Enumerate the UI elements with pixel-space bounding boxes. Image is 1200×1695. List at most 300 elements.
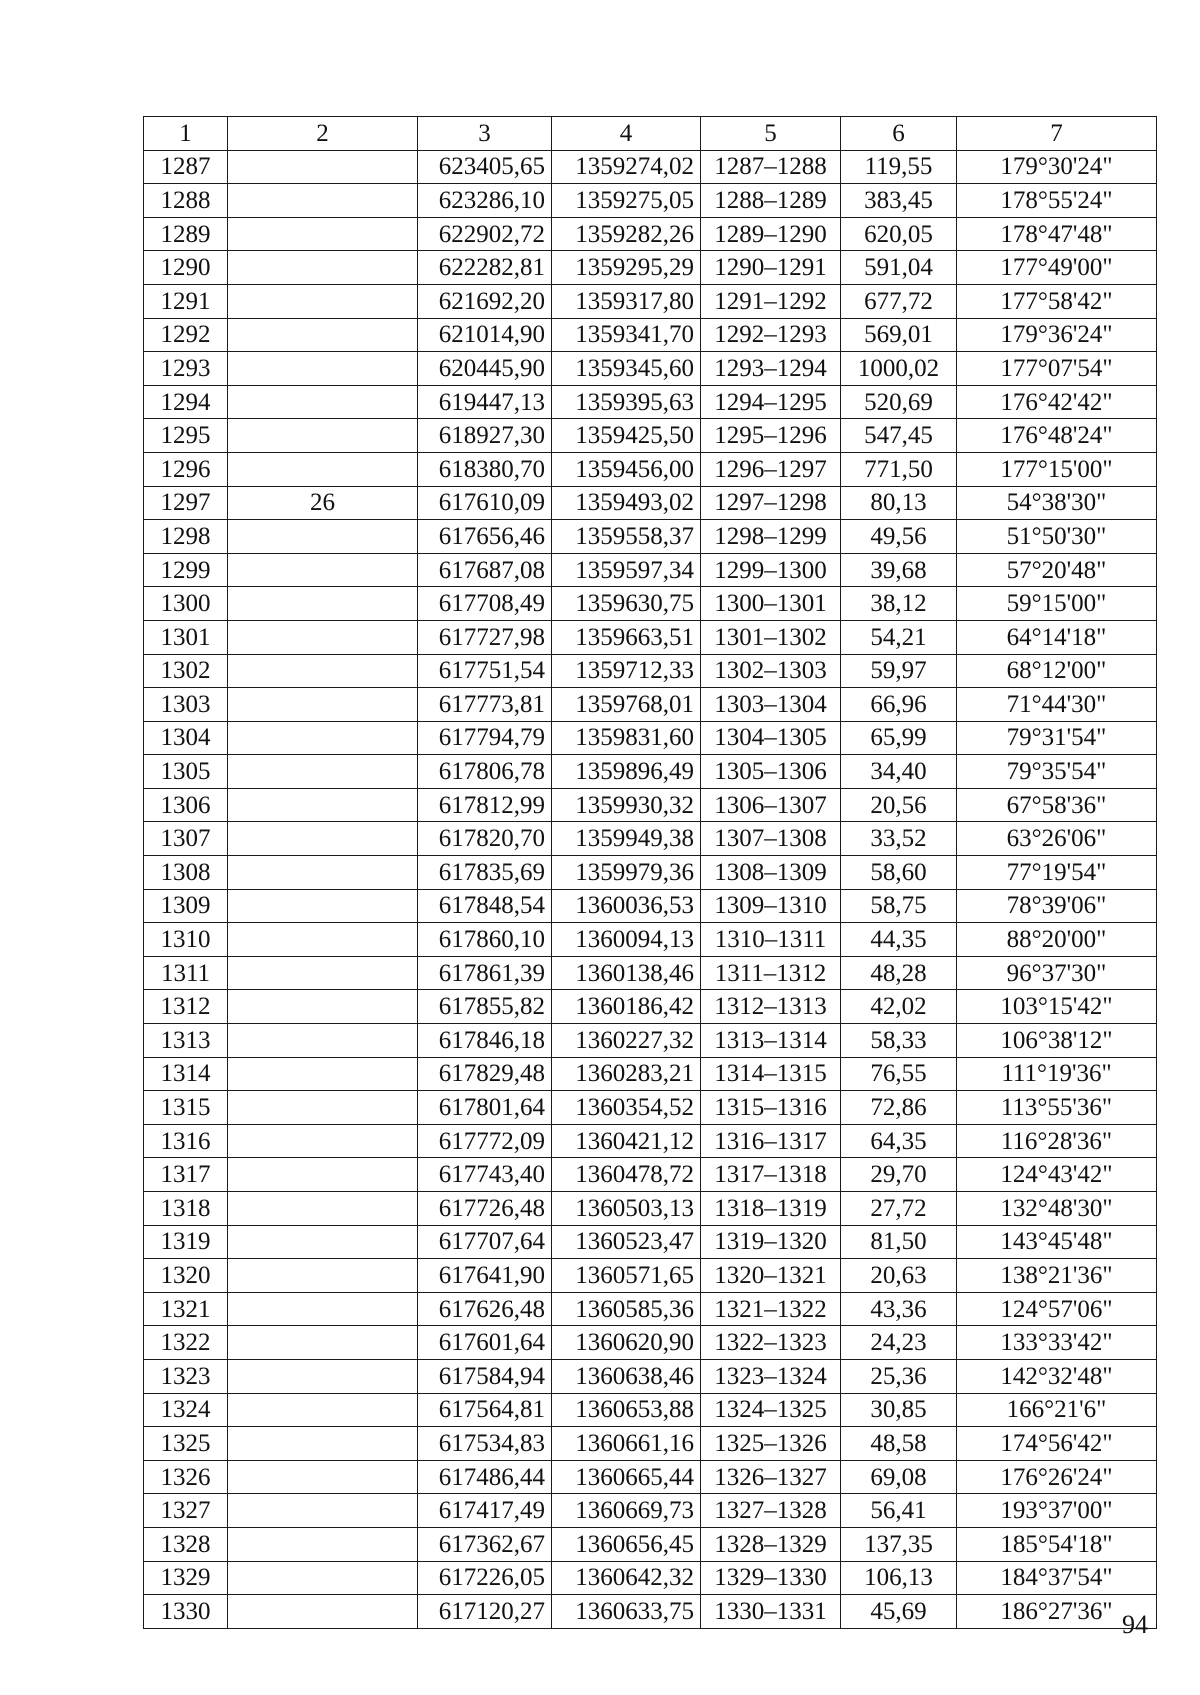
cell-coordinate-x: 617641,90 [418,1259,552,1293]
cell-contour-number [228,1359,418,1393]
cell-coordinate-x: 617820,70 [418,822,552,856]
table-row [144,1192,1157,1226]
cell-direction-angle: 68°12'00" [957,654,1157,688]
cell-coordinate-x: 617727,98 [418,620,552,654]
cell-segment: 1300–1301 [701,587,841,621]
cell-contour-number [228,587,418,621]
table-row [144,452,1157,486]
table-row [144,721,1157,755]
table-row [144,856,1157,890]
table-row [144,1561,1157,1595]
cell-point-number: 1317 [144,1158,228,1192]
cell-distance: 25,36 [841,1359,957,1393]
cell-direction-angle: 138°21'36" [957,1259,1157,1293]
cell-contour-number [228,452,418,486]
table-row [144,1024,1157,1058]
cell-contour-number [228,1192,418,1226]
cell-point-number: 1328 [144,1527,228,1561]
cell-point-number: 1310 [144,923,228,957]
cell-direction-angle: 179°36'24" [957,318,1157,352]
cell-point-number: 1305 [144,755,228,789]
cell-coordinate-x: 621014,90 [418,318,552,352]
cell-direction-angle: 64°14'18" [957,620,1157,654]
cell-point-number: 1319 [144,1225,228,1259]
cell-segment: 1315–1316 [701,1091,841,1125]
cell-distance: 29,70 [841,1158,957,1192]
cell-point-number: 1290 [144,251,228,285]
cell-direction-angle: 57°20'48" [957,553,1157,587]
cell-contour-number [228,990,418,1024]
cell-coordinate-x: 617584,94 [418,1359,552,1393]
cell-segment: 1306–1307 [701,788,841,822]
table-row [144,184,1157,218]
cell-segment: 1312–1313 [701,990,841,1024]
cell-segment: 1329–1330 [701,1561,841,1595]
cell-segment: 1297–1298 [701,486,841,520]
cell-segment: 1330–1331 [701,1595,841,1629]
cell-distance: 33,52 [841,822,957,856]
cell-coordinate-y: 1360036,53 [552,889,701,923]
cell-distance: 383,45 [841,184,957,218]
cell-segment: 1316–1317 [701,1124,841,1158]
cell-direction-angle: 178°55'24" [957,184,1157,218]
cell-contour-number [228,889,418,923]
cell-distance: 39,68 [841,553,957,587]
cell-coordinate-y: 1360638,46 [552,1359,701,1393]
cell-distance: 48,28 [841,956,957,990]
cell-point-number: 1307 [144,822,228,856]
table-row [144,1292,1157,1326]
cell-coordinate-y: 1359345,60 [552,352,701,386]
cell-coordinate-x: 623405,65 [418,150,552,184]
cell-coordinate-y: 1360665,44 [552,1460,701,1494]
cell-coordinate-x: 617601,64 [418,1326,552,1360]
cell-distance: 620,05 [841,217,957,251]
cell-point-number: 1303 [144,688,228,722]
cell-distance: 56,41 [841,1494,957,1528]
cell-point-number: 1304 [144,721,228,755]
cell-coordinate-y: 1360421,12 [552,1124,701,1158]
table-row [144,788,1157,822]
column-header: 5 [701,117,841,151]
cell-coordinate-x: 617656,46 [418,520,552,554]
cell-coordinate-y: 1359341,70 [552,318,701,352]
cell-distance: 1000,02 [841,352,957,386]
table-row [144,755,1157,789]
cell-segment: 1288–1289 [701,184,841,218]
cell-coordinate-y: 1359282,26 [552,217,701,251]
cell-coordinate-x: 617708,49 [418,587,552,621]
cell-distance: 80,13 [841,486,957,520]
cell-distance: 54,21 [841,620,957,654]
cell-coordinate-x: 617812,99 [418,788,552,822]
cell-coordinate-y: 1360642,32 [552,1561,701,1595]
cell-coordinate-x: 617846,18 [418,1024,552,1058]
table-row [144,1326,1157,1360]
cell-point-number: 1287 [144,150,228,184]
cell-coordinate-x: 617801,64 [418,1091,552,1125]
cell-coordinate-y: 1360633,75 [552,1595,701,1629]
cell-coordinate-y: 1360571,65 [552,1259,701,1293]
cell-distance: 30,85 [841,1393,957,1427]
table-row [144,486,1157,520]
cell-coordinate-x: 617806,78 [418,755,552,789]
cell-point-number: 1291 [144,284,228,318]
table-row [144,318,1157,352]
cell-segment: 1301–1302 [701,620,841,654]
table-row [144,923,1157,957]
cell-point-number: 1313 [144,1024,228,1058]
table-row [144,251,1157,285]
cell-coordinate-y: 1359979,36 [552,856,701,890]
cell-distance: 106,13 [841,1561,957,1595]
cell-contour-number [228,1259,418,1293]
cell-coordinate-x: 617861,39 [418,956,552,990]
table-row [144,520,1157,554]
cell-contour-number [228,352,418,386]
table-row [144,620,1157,654]
cell-segment: 1322–1323 [701,1326,841,1360]
cell-contour-number [228,654,418,688]
column-header: 4 [552,117,701,151]
cell-point-number: 1299 [144,553,228,587]
cell-direction-angle: 51°50'30" [957,520,1157,554]
cell-segment: 1326–1327 [701,1460,841,1494]
cell-contour-number [228,1024,418,1058]
cell-direction-angle: 106°38'12" [957,1024,1157,1058]
table-row [144,587,1157,621]
cell-coordinate-y: 1359768,01 [552,688,701,722]
cell-coordinate-y: 1359493,02 [552,486,701,520]
table-row [144,1393,1157,1427]
cell-coordinate-x: 617794,79 [418,721,552,755]
cell-coordinate-y: 1360094,13 [552,923,701,957]
cell-distance: 137,35 [841,1527,957,1561]
cell-contour-number [228,251,418,285]
cell-coordinate-y: 1360661,16 [552,1427,701,1461]
column-header: 6 [841,117,957,151]
cell-contour-number [228,822,418,856]
cell-coordinate-x: 617726,48 [418,1192,552,1226]
cell-coordinate-x: 617362,67 [418,1527,552,1561]
cell-direction-angle: 133°33'42" [957,1326,1157,1360]
cell-segment: 1320–1321 [701,1259,841,1293]
cell-direction-angle: 54°38'30" [957,486,1157,520]
cell-contour-number [228,217,418,251]
cell-segment: 1291–1292 [701,284,841,318]
cell-contour-number [228,1091,418,1125]
cell-coordinate-x: 619447,13 [418,385,552,419]
cell-distance: 24,23 [841,1326,957,1360]
cell-coordinate-x: 622282,81 [418,251,552,285]
cell-distance: 520,69 [841,385,957,419]
cell-point-number: 1320 [144,1259,228,1293]
table-row [144,553,1157,587]
cell-point-number: 1330 [144,1595,228,1629]
cell-distance: 59,97 [841,654,957,688]
cell-point-number: 1316 [144,1124,228,1158]
cell-point-number: 1321 [144,1292,228,1326]
cell-coordinate-x: 617120,27 [418,1595,552,1629]
table-row [144,956,1157,990]
cell-coordinate-y: 1359456,00 [552,452,701,486]
table-row [144,217,1157,251]
cell-distance: 43,36 [841,1292,957,1326]
cell-direction-angle: 63°26'06" [957,822,1157,856]
cell-point-number: 1326 [144,1460,228,1494]
cell-point-number: 1295 [144,419,228,453]
cell-contour-number [228,688,418,722]
table-row [144,1595,1157,1629]
cell-segment: 1328–1329 [701,1527,841,1561]
cell-coordinate-y: 1360227,32 [552,1024,701,1058]
cell-distance: 64,35 [841,1124,957,1158]
cell-coordinate-x: 617829,48 [418,1057,552,1091]
cell-segment: 1296–1297 [701,452,841,486]
cell-distance: 65,99 [841,721,957,755]
cell-contour-number [228,1225,418,1259]
cell-distance: 76,55 [841,1057,957,1091]
cell-point-number: 1318 [144,1192,228,1226]
cell-point-number: 1294 [144,385,228,419]
cell-point-number: 1296 [144,452,228,486]
cell-coordinate-y: 1360186,42 [552,990,701,1024]
cell-distance: 66,96 [841,688,957,722]
cell-coordinate-x: 623286,10 [418,184,552,218]
cell-distance: 20,63 [841,1259,957,1293]
cell-direction-angle: 176°48'24" [957,419,1157,453]
cell-direction-angle: 176°42'42" [957,385,1157,419]
cell-coordinate-x: 617743,40 [418,1158,552,1192]
cell-coordinate-y: 1359295,29 [552,251,701,285]
cell-coordinate-y: 1360503,13 [552,1192,701,1226]
cell-contour-number [228,1158,418,1192]
cell-direction-angle: 143°45'48" [957,1225,1157,1259]
cell-point-number: 1297 [144,486,228,520]
cell-direction-angle: 166°21'6" [957,1393,1157,1427]
cell-segment: 1319–1320 [701,1225,841,1259]
cell-contour-number [228,1427,418,1461]
cell-point-number: 1298 [144,520,228,554]
cell-segment: 1310–1311 [701,923,841,957]
cell-contour-number [228,520,418,554]
table-row [144,1427,1157,1461]
cell-distance: 45,69 [841,1595,957,1629]
cell-coordinate-y: 1359275,05 [552,184,701,218]
cell-coordinate-y: 1359558,37 [552,520,701,554]
cell-coordinate-y: 1360354,52 [552,1091,701,1125]
cell-distance: 48,58 [841,1427,957,1461]
cell-point-number: 1289 [144,217,228,251]
cell-distance: 69,08 [841,1460,957,1494]
cell-point-number: 1302 [144,654,228,688]
cell-segment: 1323–1324 [701,1359,841,1393]
cell-contour-number [228,1124,418,1158]
cell-direction-angle: 96°37'30" [957,956,1157,990]
cell-point-number: 1323 [144,1359,228,1393]
cell-segment: 1321–1322 [701,1292,841,1326]
cell-segment: 1295–1296 [701,419,841,453]
cell-coordinate-y: 1359949,38 [552,822,701,856]
cell-distance: 58,33 [841,1024,957,1058]
cell-contour-number [228,956,418,990]
table-row [144,419,1157,453]
table-row [144,352,1157,386]
table-header [144,117,1157,151]
cell-segment: 1299–1300 [701,553,841,587]
cell-direction-angle: 124°43'42" [957,1158,1157,1192]
cell-direction-angle: 177°07'54" [957,352,1157,386]
table-row [144,688,1157,722]
cell-coordinate-x: 617226,05 [418,1561,552,1595]
cell-coordinate-y: 1360478,72 [552,1158,701,1192]
cell-coordinate-x: 617687,08 [418,553,552,587]
cell-coordinate-y: 1359663,51 [552,620,701,654]
cell-direction-angle: 103°15'42" [957,990,1157,1024]
cell-contour-number [228,318,418,352]
cell-point-number: 1306 [144,788,228,822]
cell-segment: 1293–1294 [701,352,841,386]
table-row [144,1124,1157,1158]
cell-coordinate-x: 617835,69 [418,856,552,890]
cell-segment: 1290–1291 [701,251,841,285]
cell-distance: 771,50 [841,452,957,486]
cell-direction-angle: 178°47'48" [957,217,1157,251]
cell-contour-number [228,1494,418,1528]
cell-coordinate-y: 1360653,88 [552,1393,701,1427]
cell-coordinate-x: 620445,90 [418,352,552,386]
table-row [144,1057,1157,1091]
cell-distance: 44,35 [841,923,957,957]
cell-direction-angle: 193°37'00" [957,1494,1157,1528]
cell-direction-angle: 177°49'00" [957,251,1157,285]
cell-segment: 1305–1306 [701,755,841,789]
cell-direction-angle: 176°26'24" [957,1460,1157,1494]
header-row [144,117,1157,151]
table-row [144,1359,1157,1393]
cell-segment: 1318–1319 [701,1192,841,1226]
column-header: 1 [144,117,228,151]
cell-point-number: 1329 [144,1561,228,1595]
cell-coordinate-x: 618380,70 [418,452,552,486]
cell-segment: 1303–1304 [701,688,841,722]
cell-coordinate-x: 622902,72 [418,217,552,251]
cell-contour-number [228,1057,418,1091]
cell-segment: 1308–1309 [701,856,841,890]
table-row [144,1091,1157,1125]
cell-direction-angle: 177°15'00" [957,452,1157,486]
cell-point-number: 1315 [144,1091,228,1125]
cell-coordinate-x: 618927,30 [418,419,552,453]
cell-coordinate-y: 1359274,02 [552,150,701,184]
cell-coordinate-y: 1359395,63 [552,385,701,419]
cell-coordinate-y: 1360620,90 [552,1326,701,1360]
cell-contour-number [228,620,418,654]
cell-direction-angle: 59°15'00" [957,587,1157,621]
column-header: 7 [957,117,1157,151]
cell-coordinate-x: 617626,48 [418,1292,552,1326]
cell-direction-angle: 184°37'54" [957,1561,1157,1595]
cell-contour-number [228,553,418,587]
cell-point-number: 1301 [144,620,228,654]
table-row [144,990,1157,1024]
table-row [144,1460,1157,1494]
cell-coordinate-x: 621692,20 [418,284,552,318]
cell-distance: 27,72 [841,1192,957,1226]
cell-distance: 58,75 [841,889,957,923]
table-row [144,1494,1157,1528]
cell-direction-angle: 185°54'18" [957,1527,1157,1561]
cell-direction-angle: 79°35'54" [957,755,1157,789]
cell-distance: 49,56 [841,520,957,554]
cell-direction-angle: 177°58'42" [957,284,1157,318]
column-header: 2 [228,117,418,151]
cell-coordinate-y: 1360283,21 [552,1057,701,1091]
cell-segment: 1307–1308 [701,822,841,856]
coordinates-table [143,116,1157,1629]
cell-coordinate-y: 1359425,50 [552,419,701,453]
cell-point-number: 1309 [144,889,228,923]
table-row [144,284,1157,318]
cell-segment: 1289–1290 [701,217,841,251]
cell-distance: 677,72 [841,284,957,318]
cell-direction-angle: 142°32'48" [957,1359,1157,1393]
cell-coordinate-y: 1360669,73 [552,1494,701,1528]
cell-distance: 38,12 [841,587,957,621]
table-row [144,150,1157,184]
cell-segment: 1325–1326 [701,1427,841,1461]
cell-point-number: 1312 [144,990,228,1024]
cell-direction-angle: 179°30'24" [957,150,1157,184]
table-row [144,1225,1157,1259]
cell-coordinate-y: 1360138,46 [552,956,701,990]
cell-contour-number [228,419,418,453]
table-row [144,889,1157,923]
cell-distance: 72,86 [841,1091,957,1125]
cell-contour-number [228,184,418,218]
cell-segment: 1294–1295 [701,385,841,419]
cell-point-number: 1288 [144,184,228,218]
cell-contour-number [228,1460,418,1494]
cell-point-number: 1311 [144,956,228,990]
cell-segment: 1292–1293 [701,318,841,352]
cell-contour-number [228,856,418,890]
cell-contour-number [228,721,418,755]
cell-segment: 1317–1318 [701,1158,841,1192]
cell-coordinate-x: 617417,49 [418,1494,552,1528]
cell-distance: 569,01 [841,318,957,352]
cell-coordinate-x: 617848,54 [418,889,552,923]
cell-segment: 1304–1305 [701,721,841,755]
cell-contour-number [228,788,418,822]
cell-direction-angle: 67°58'36" [957,788,1157,822]
cell-distance: 20,56 [841,788,957,822]
table-row [144,822,1157,856]
cell-direction-angle: 77°19'54" [957,856,1157,890]
cell-direction-angle: 186°27'36" [957,1595,1157,1629]
cell-coordinate-y: 1360656,45 [552,1527,701,1561]
cell-distance: 42,02 [841,990,957,1024]
cell-coordinate-x: 617773,81 [418,688,552,722]
cell-coordinate-y: 1359831,60 [552,721,701,755]
page-number: 94 [1122,1610,1148,1639]
cell-coordinate-y: 1360585,36 [552,1292,701,1326]
cell-coordinate-x: 617860,10 [418,923,552,957]
cell-segment: 1311–1312 [701,956,841,990]
cell-contour-number [228,1292,418,1326]
cell-distance: 547,45 [841,419,957,453]
cell-coordinate-x: 617534,83 [418,1427,552,1461]
